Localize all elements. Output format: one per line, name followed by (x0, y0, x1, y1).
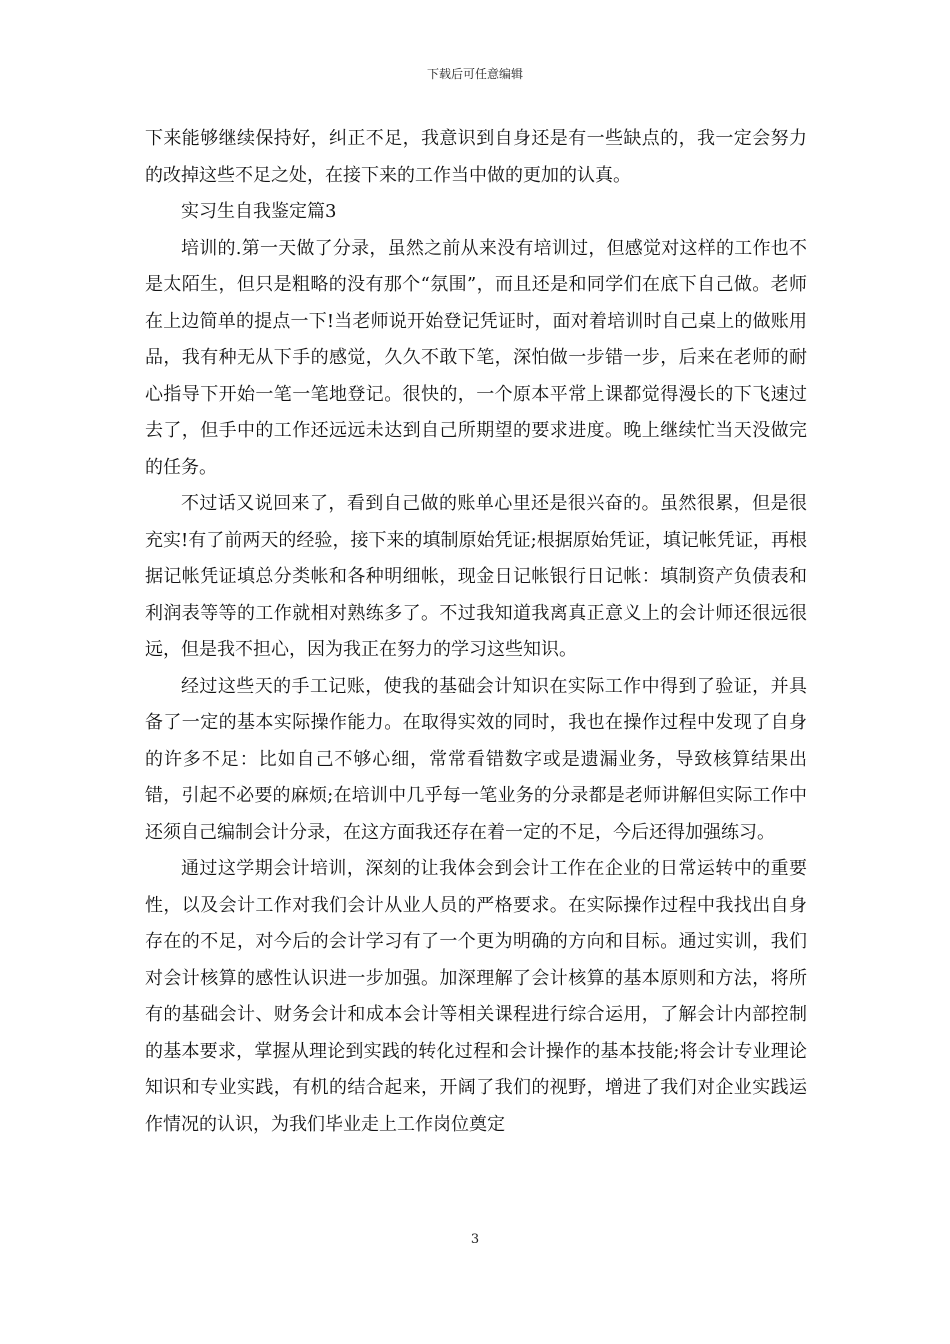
page-header-note: 下载后可任意编辑 (426, 67, 523, 81)
document-body (145, 121, 807, 1143)
page-number: 3 (470, 1232, 480, 1247)
continuation-paragraph: 下来能够继续保持好，纠正不足，我意识到自身还是有一些缺点的，我一定会努力的改掉这些不足之处，在接下来的工作当中做的更加的认真。 (145, 128, 807, 186)
body-paragraph-1: 培训的.第一天做了分录，虽然之前从来没有培训过，但感觉对这样的工作也不是太陌生，但只是粗略的没有那个“氛围”，而且还是和同学们在底下自己做。老师在上边简单的提点一下!当老师说开始登记凭证时，面对着培训时自己桌上的做账用品，我有种无从下手的感觉，久久不敢下笔，深怕做一步错一步，后来在老师的耐心指导下开始一笔一笔地登记。很快的，一个原本平常上课都觉得漫长的下飞速过去了，但手中的工作还远远未达到自己所期望的要求进度。晚上继续忙当天没做完的任务。 (145, 237, 807, 478)
section-title: 实习生自我鉴定篇3 (181, 201, 337, 222)
body-paragraph-4: 通过这学期会计培训，深刻的让我体会到会计工作在企业的日常运转中的重要性，以及会计工作对我们会计从业人员的严格要求。在实际操作过程中我找出自身存在的不足，对今后的会计学习有了一个更为明确的方向和目标。通过实训，我们对会计核算的感性认识进一步加强。加深理解了会计核算的基本原则和方法，将所有的基础会计、财务会计和成本会计等相关课程进行综合运用，了解会计内部控制的基本要求，掌握从理论到实践的转化过程和会计操作的基本技能;将会计专业理论知识和专业实践，有机的结合起来，开阔了我们的视野，增进了我们对企业实践运作情况的认识，为我们毕业走上工作岗位奠定 (145, 858, 807, 1135)
body-paragraph-2: 不过话又说回来了，看到自己做的账单心里还是很兴奋的。虽然很累，但是很充实!有了前两天的经验，接下来的填制原始凭证;根据原始凭证，填记帐凭证，再根据记帐凭证填总分类帐和各种明细帐，现金日记帐银行日记帐：填制资产负债表和利润表等等的工作就相对熟练多了。不过我知道我离真正意义上的会计师还很远很远，但是我不担心，因为我正在努力的学习这些知识。 (145, 493, 807, 660)
body-paragraph-3: 经过这些天的手工记账，使我的基础会计知识在实际工作中得到了验证，并具备了一定的基本实际操作能力。在取得实效的同时，我也在操作过程中发现了自身的许多不足：比如自己不够心细，常常看错数字或是遗漏业务，导致核算结果出错，引起不必要的麻烦;在培训中几乎每一笔业务的分录都是老师讲解但实际工作中还须自己编制会计分录，在这方面我还存在着一定的不足，今后还得加强练习。 (145, 675, 807, 843)
